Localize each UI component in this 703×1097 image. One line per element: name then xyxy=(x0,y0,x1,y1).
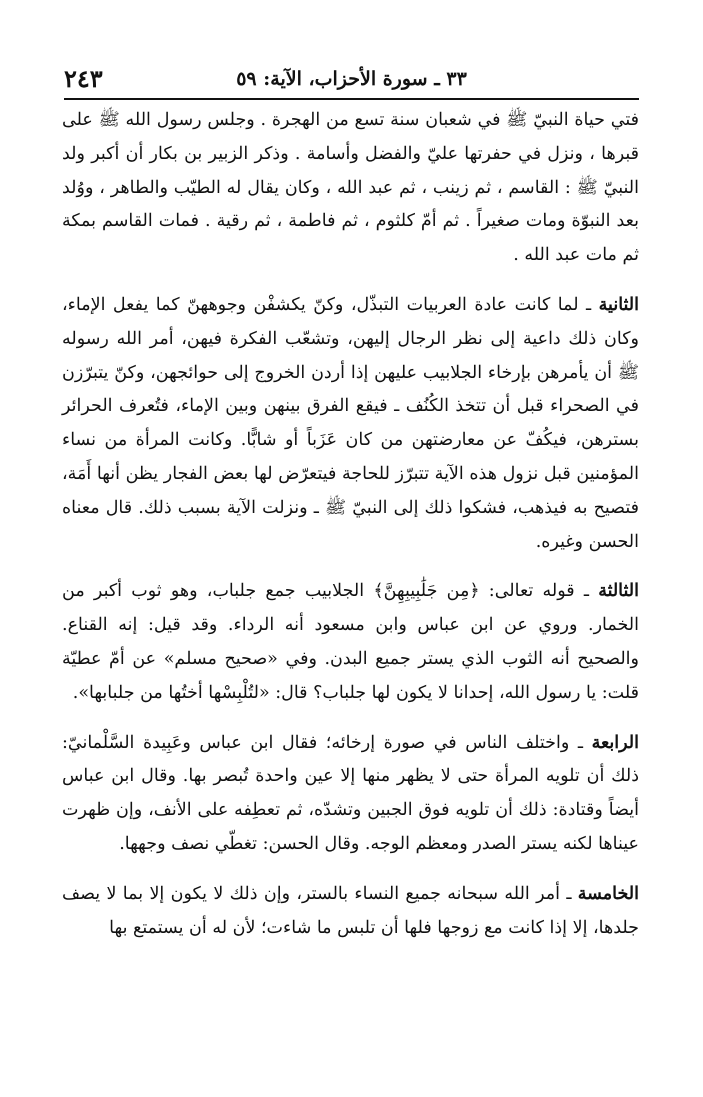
paragraph-text: ـ قوله تعالى: ﴿مِن جَلَٰبِيبِهِنَّ﴾ الجلابيب جمع جلباب، وهو ثوب أكبر من الخمار. وروي عن ابن عباس وابن مسعود أنه الرداء. وقد قيل: إنه القناع. والصحيح أنه الثوب الذي يستر جميع البدن. وفي «صحيح مسلم» عن أمّ عطيّة قلت: يا رسول الله، إحدانا لا يكون لها جلباب؟ قال: «لتُلْبِسْها أختُها من جلبابها». xyxy=(62,581,639,703)
paragraph-text: ـ واختلف الناس في صورة إرخائه؛ فقال ابن عباس وعَبِيدة السَّلْمانيّ: ذلك أن تلويه المرأة حتى لا يظهر منها إلا عين واحدة تُبصر بها. وقال ابن عباس أيضاً وقتادة: ذلك أن تلويه فوق الجبين وتشدّه، ثم تعطِفه على الأنف، وإن ظهرت عيناها لكنه يستر الصدر ومعظم الوجه. وقال الحسن: تغطّي نصف وجهها. xyxy=(62,732,639,854)
header-rule xyxy=(64,98,639,100)
page-number: ٢٤٣ xyxy=(64,64,103,93)
paragraph-intro xyxy=(62,104,639,273)
paragraph-heading: الرابعة xyxy=(591,732,639,753)
page-body xyxy=(62,104,639,945)
paragraph-third xyxy=(62,575,639,710)
paragraph-heading: الثانية xyxy=(598,294,639,315)
paragraph-second xyxy=(62,289,639,559)
paragraph-heading: الثالثة xyxy=(598,581,639,602)
running-title: ٣٣ ـ سورة الأحزاب، الآية: ٥٩ xyxy=(236,68,467,90)
paragraph-fourth xyxy=(62,727,639,862)
paragraph-heading: الخامسة xyxy=(577,883,639,904)
paragraph-fifth xyxy=(62,878,639,946)
paragraph-text: ـ لما كانت عادة العربيات التبذّل، وكنّ يكشفْن وجوههنّ كما يفعل الإماء، وكان ذلك داعية إلى نظر الرجال إليهن، وتشعّب الفكرة فيهن، أمر الله رسوله ﷺ أن يأمرهن بإرخاء الجلابيب عليهن إذا أردن الخروج إلى حوائجهن، وكنّ يتبرّزن في الصحراء قبل أن تتخذ الكُنُف ـ فيقع الفرق بينهن وبين الإماء، فتُعرف الحرائر بسترهن، فيكُفّ عن معارضتهن من كان عَزَباً أو شابًّا. وكانت المرأة من نساء المؤمنين قبل نزول هذه الآية تتبرّز للحاجة فيتعرّض لها بعض الفجار يظن أنها أَمَة، فتصيح به فيذهب، فشكوا ذلك إلى النبيّ ﷺ ـ ونزلت الآية بسبب ذلك. قال معناه الحسن وغيره. xyxy=(62,294,639,552)
paragraph-text: ـ أمر الله سبحانه جميع النساء بالستر، وإن ذلك لا يكون إلا بما لا يصف جلدها، إلا إذا كانت مع زوجها فلها أن تلبس ما شاءت؛ لأن له أن يستمتع بها xyxy=(62,883,639,938)
paragraph-text: فتي حياة النبيّ ﷺ في شعبان سنة تسع من الهجرة . وجلس رسول الله ﷺ على قبرها ، ونزل في حفرتها عليّ والفضل وأسامة . وذكر الزبير بن بكار أن أكبر ولد النبيّ ﷺ : القاسم ، ثم زينب ، ثم عبد الله ، وكان يقال له الطيّب والطاهر ، ووُلد بعد النبوّة ومات صغيراً . ثم أمّ كلثوم ، ثم فاطمة ، ثم رقية . فمات القاسم بمكة ثم مات عبد الله . xyxy=(62,110,639,266)
page-header xyxy=(64,62,639,98)
